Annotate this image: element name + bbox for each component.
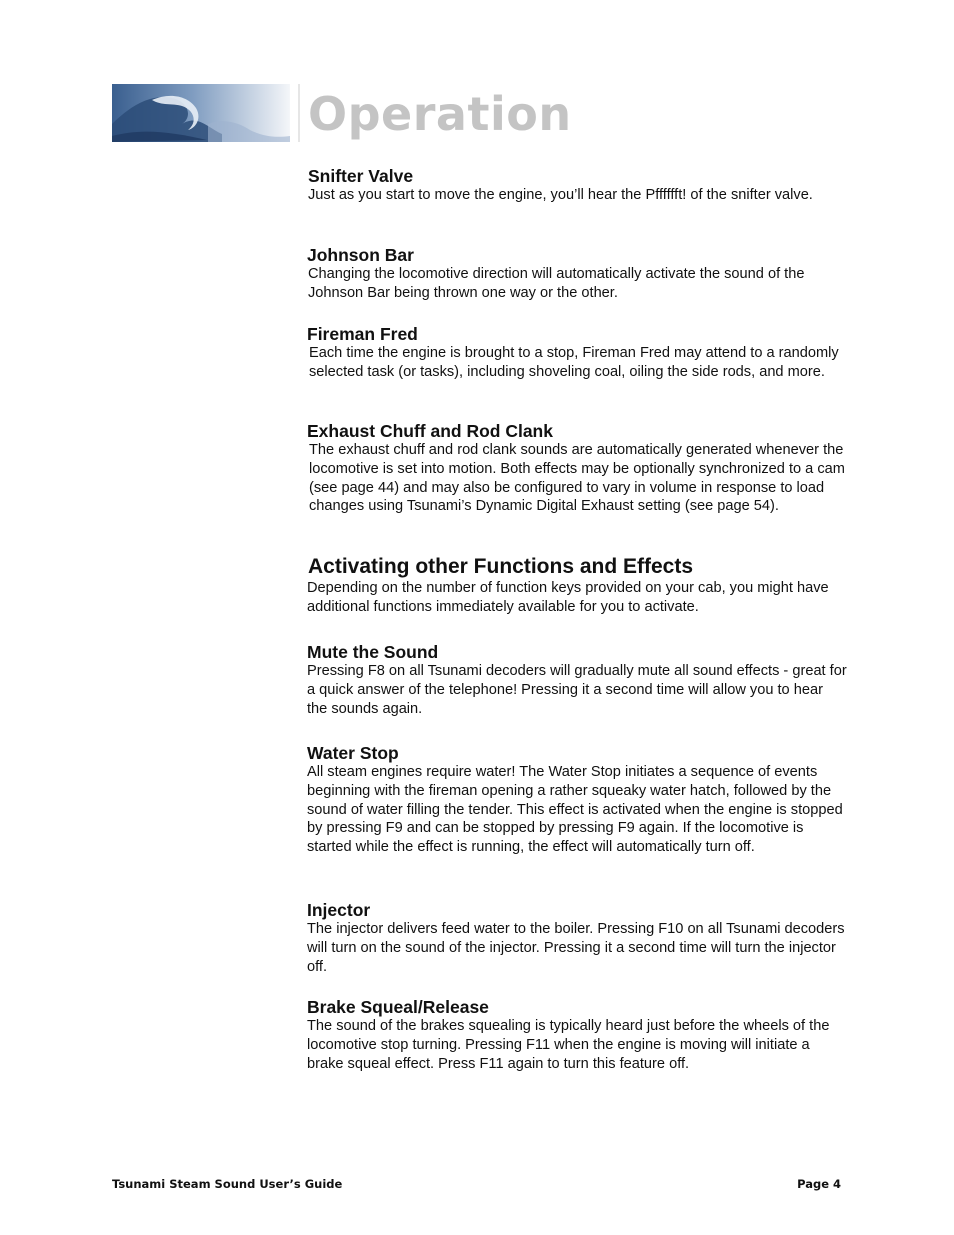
section-heading: Brake Squeal/Release bbox=[307, 997, 489, 1017]
section-activating-functions bbox=[307, 555, 847, 617]
section-body: All steam engines require water! The Water Stop initiates a sequence of events beginning with the fireman opening a rather squeaky water hatch, followed by the sound of water filling the tender. This effect is activated when the engine is stopped by pressing F9 and can be stopped by pressing F9 again. If the locomotive is started while the effect is running, the effect will automatically turn off. bbox=[307, 764, 843, 856]
section-body: The exhaust chuff and rod clank sounds are automatically generated whenever the locomotive is set into motion. Both effects may be optionally synchronized to a cam (see page 44) and may also be configured to vary in volume in response to load changes using Tsunami’s Dynamic Digital Exhaust setting (see page 54). bbox=[309, 442, 845, 515]
section-injector bbox=[307, 900, 847, 976]
section-body: Changing the locomotive direction will automatically activate the sound of the Johnson Bar being thrown one way or the other. bbox=[308, 266, 805, 301]
section-johnson-bar bbox=[307, 245, 847, 303]
section-heading: Water Stop bbox=[307, 743, 399, 763]
title-divider bbox=[298, 84, 300, 142]
section-snifter-valve bbox=[308, 166, 848, 205]
section-body: Each time the engine is brought to a stop, Fireman Fred may attend to a randomly selected task (or tasks), including shoveling coal, oiling the side rods, and more. bbox=[309, 345, 839, 380]
section-exhaust-chuff bbox=[307, 421, 847, 516]
section-heading: Snifter Valve bbox=[308, 166, 414, 186]
section-body: The sound of the brakes squealing is typically heard just before the wheels of the locomotive stop turning. Pressing F11 when the engine is moving will initiate a brake squeal effect. Press F11 again to turn this feature off. bbox=[307, 1018, 830, 1072]
section-mute-the-sound bbox=[307, 642, 847, 718]
section-heading: Johnson Bar bbox=[307, 245, 414, 265]
section-body: Depending on the number of function keys provided on your cab, you might have additional functions immediately available for you to activate. bbox=[307, 580, 829, 615]
section-heading: Mute the Sound bbox=[307, 642, 439, 662]
section-heading: Fireman Fred bbox=[307, 324, 418, 344]
section-heading: Activating other Functions and Effects bbox=[308, 555, 694, 578]
section-body: Pressing F8 on all Tsunami decoders will gradually mute all sound effects - great for a quick answer of the telephone! Pressing it a second time will allow you to hear the sounds again. bbox=[307, 663, 847, 717]
footer-page-number: Page 4 bbox=[797, 1177, 841, 1191]
section-heading: Exhaust Chuff and Rod Clank bbox=[307, 421, 553, 441]
section-body: Just as you start to move the engine, you’ll hear the Pfffffft! of the snifter valve. bbox=[308, 187, 813, 203]
section-body: The injector delivers feed water to the boiler. Pressing F10 on all Tsunami decoders will turn on the sound of the injector. Pressing it a second time will turn the injector off. bbox=[307, 921, 845, 975]
footer-guide-title: Tsunami Steam Sound User’s Guide bbox=[112, 1177, 343, 1191]
section-heading: Injector bbox=[307, 900, 371, 920]
section-water-stop bbox=[307, 743, 847, 857]
page-title: Operation bbox=[308, 87, 572, 141]
section-brake-squeal bbox=[307, 997, 847, 1073]
wave-logo-image bbox=[112, 84, 290, 142]
section-fireman-fred bbox=[307, 324, 847, 382]
